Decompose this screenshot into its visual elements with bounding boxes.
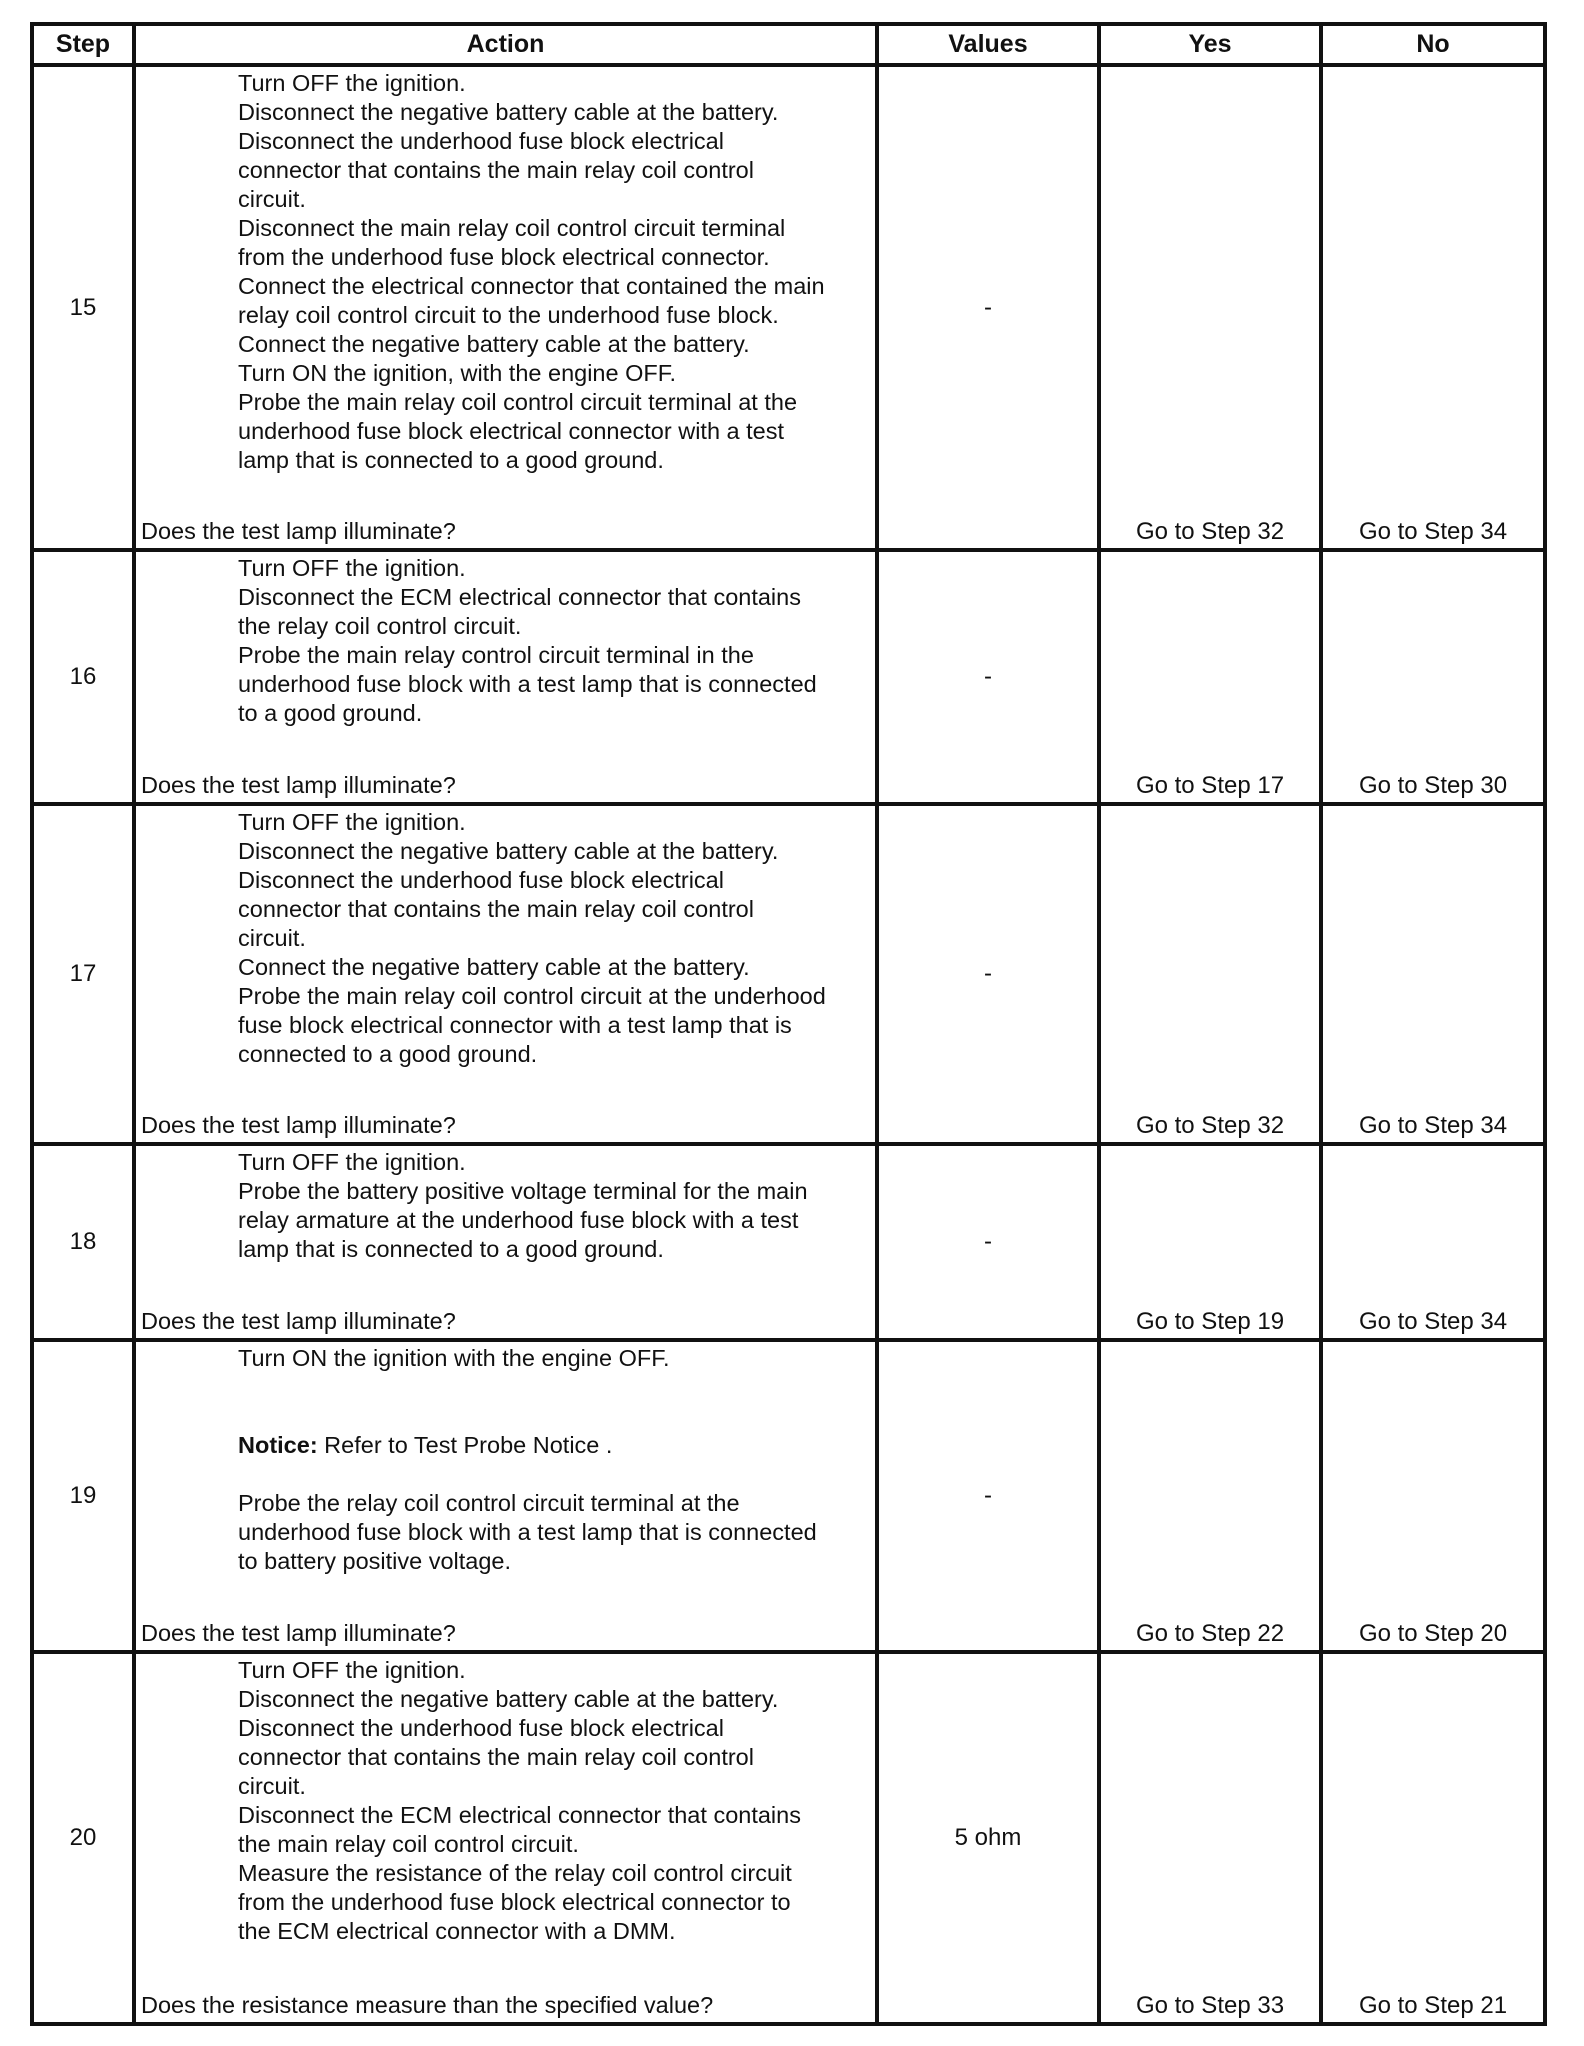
action-question: Does the test lamp illuminate? xyxy=(141,518,456,544)
action-question: Does the test lamp illuminate? xyxy=(141,772,456,798)
action-question: Does the test lamp illuminate? xyxy=(141,1620,456,1646)
value-cell: - xyxy=(877,550,1099,804)
action-line: to a good ground. xyxy=(238,700,423,726)
step-number: 15 xyxy=(32,65,134,550)
header-row xyxy=(32,24,1545,65)
yes-cell: Go to Step 22 xyxy=(1099,1340,1321,1652)
action-question: Does the test lamp illuminate? xyxy=(141,1308,456,1334)
action-line: Turn ON the ignition with the engine OFF. xyxy=(238,1345,670,1371)
action-line: Measure the resistance of the relay coil control circuit xyxy=(238,1860,792,1886)
action-line: Disconnect the negative battery cable at the battery. xyxy=(238,99,779,125)
action-line: Connect the electrical connector that contained the main xyxy=(238,273,825,299)
yes-cell: Go to Step 32 xyxy=(1099,804,1321,1144)
action-line: Probe the main relay coil control circuit terminal at the xyxy=(238,389,798,415)
step-number: 16 xyxy=(32,550,134,804)
action-line: underhood fuse block electrical connector with a test xyxy=(238,418,785,444)
action-line: underhood fuse block with a test lamp that is connected xyxy=(238,671,817,697)
action-line: Connect the negative battery cable at the battery. xyxy=(238,331,750,357)
table-row xyxy=(32,804,1545,1144)
action-line: Turn OFF the ignition. xyxy=(238,70,466,96)
header-yes: Yes xyxy=(1099,24,1321,65)
yes-cell: Go to Step 17 xyxy=(1099,550,1321,804)
value-cell: - xyxy=(877,65,1099,550)
yes-cell: Go to Step 19 xyxy=(1099,1144,1321,1340)
no-cell: Go to Step 20 xyxy=(1321,1340,1545,1652)
action-line: Disconnect the negative battery cable at the battery. xyxy=(238,1686,779,1712)
action-line: Disconnect the underhood fuse block electrical xyxy=(238,867,724,893)
action-line: relay armature at the underhood fuse block with a test xyxy=(238,1207,799,1233)
action-line: lamp that is connected to a good ground. xyxy=(238,1236,664,1262)
action-line: Probe the main relay control circuit terminal in the xyxy=(238,642,754,668)
yes-cell: Go to Step 33 xyxy=(1099,1652,1321,2024)
action-line: Disconnect the main relay coil control circuit terminal xyxy=(238,215,786,241)
no-cell: Go to Step 34 xyxy=(1321,804,1545,1144)
no-cell: Go to Step 34 xyxy=(1321,1144,1545,1340)
action-line: Disconnect the ECM electrical connector that contains xyxy=(238,1802,801,1828)
table-row xyxy=(32,550,1545,804)
step-number: 19 xyxy=(32,1340,134,1652)
action-line: the main relay coil control circuit. xyxy=(238,1831,579,1857)
action-line: Probe the main relay coil control circuit at the underhood xyxy=(238,983,826,1009)
table-row xyxy=(32,1340,1545,1652)
action-line: Turn OFF the ignition. xyxy=(238,809,466,835)
header-values: Values xyxy=(877,24,1099,65)
action-cell xyxy=(134,550,877,804)
action-line: relay coil control circuit to the underhood fuse block. xyxy=(238,302,779,328)
no-cell: Go to Step 30 xyxy=(1321,550,1545,804)
action-line: circuit. xyxy=(238,925,306,951)
action-line: the relay coil control circuit. xyxy=(238,613,522,639)
action-line: connector that contains the main relay coil control xyxy=(238,896,754,922)
action-line: Disconnect the underhood fuse block electrical xyxy=(238,1715,724,1741)
notice-line xyxy=(238,1431,875,1460)
action-line: circuit. xyxy=(238,186,306,212)
action-line: Probe the battery positive voltage terminal for the main xyxy=(238,1178,808,1204)
action-cell xyxy=(134,65,877,550)
yes-cell: Go to Step 32 xyxy=(1099,65,1321,550)
action-line: lamp that is connected to a good ground. xyxy=(238,447,664,473)
action-line: Connect the negative battery cable at the battery. xyxy=(238,954,750,980)
notice-label: Notice: xyxy=(238,1432,318,1458)
action-line: from the underhood fuse block electrical connector to xyxy=(238,1889,791,1915)
table-row xyxy=(32,1144,1545,1340)
value-cell: 5 ohm xyxy=(877,1652,1099,2024)
action-line: connector that contains the main relay coil control xyxy=(238,157,754,183)
action-cell xyxy=(134,1652,877,2024)
step-number: 20 xyxy=(32,1652,134,2024)
action-line: Turn OFF the ignition. xyxy=(238,555,466,581)
action-question: Does the resistance measure than the specified value? xyxy=(141,1992,714,2018)
action-line: connected to a good ground. xyxy=(238,1041,538,1067)
action-line: Disconnect the ECM electrical connector that contains xyxy=(238,584,801,610)
action-line: underhood fuse block with a test lamp that is connected xyxy=(238,1519,817,1545)
header-no: No xyxy=(1321,24,1545,65)
action-line: Turn ON the ignition, with the engine OFF. xyxy=(238,360,677,386)
value-cell: - xyxy=(877,1340,1099,1652)
step-number: 17 xyxy=(32,804,134,1144)
notice-text: Refer to Test Probe Notice . xyxy=(317,1432,613,1458)
action-cell xyxy=(134,804,877,1144)
diagnostic-table xyxy=(30,22,1547,2026)
action-cell xyxy=(134,1144,877,1340)
action-line: Probe the relay coil control circuit terminal at the xyxy=(238,1490,740,1516)
no-cell: Go to Step 34 xyxy=(1321,65,1545,550)
table-row xyxy=(32,1652,1545,2024)
action-line: from the underhood fuse block electrical connector. xyxy=(238,244,770,270)
action-line: to battery positive voltage. xyxy=(238,1548,512,1574)
action-question: Does the test lamp illuminate? xyxy=(141,1112,456,1138)
action-line: the ECM electrical connector with a DMM. xyxy=(238,1918,676,1944)
action-line: Turn OFF the ignition. xyxy=(238,1149,466,1175)
header-action: Action xyxy=(134,24,877,65)
step-number: 18 xyxy=(32,1144,134,1340)
value-cell: - xyxy=(877,1144,1099,1340)
no-cell: Go to Step 21 xyxy=(1321,1652,1545,2024)
action-line: Disconnect the negative battery cable at the battery. xyxy=(238,838,779,864)
action-cell xyxy=(134,1340,877,1652)
header-step: Step xyxy=(32,24,134,65)
action-line: connector that contains the main relay coil control xyxy=(238,1744,754,1770)
action-line: circuit. xyxy=(238,1773,306,1799)
action-line: fuse block electrical connector with a test lamp that is xyxy=(238,1012,792,1038)
action-line: Disconnect the underhood fuse block electrical xyxy=(238,128,724,154)
table-row xyxy=(32,65,1545,550)
value-cell: - xyxy=(877,804,1099,1144)
action-line: Turn OFF the ignition. xyxy=(238,1657,466,1683)
